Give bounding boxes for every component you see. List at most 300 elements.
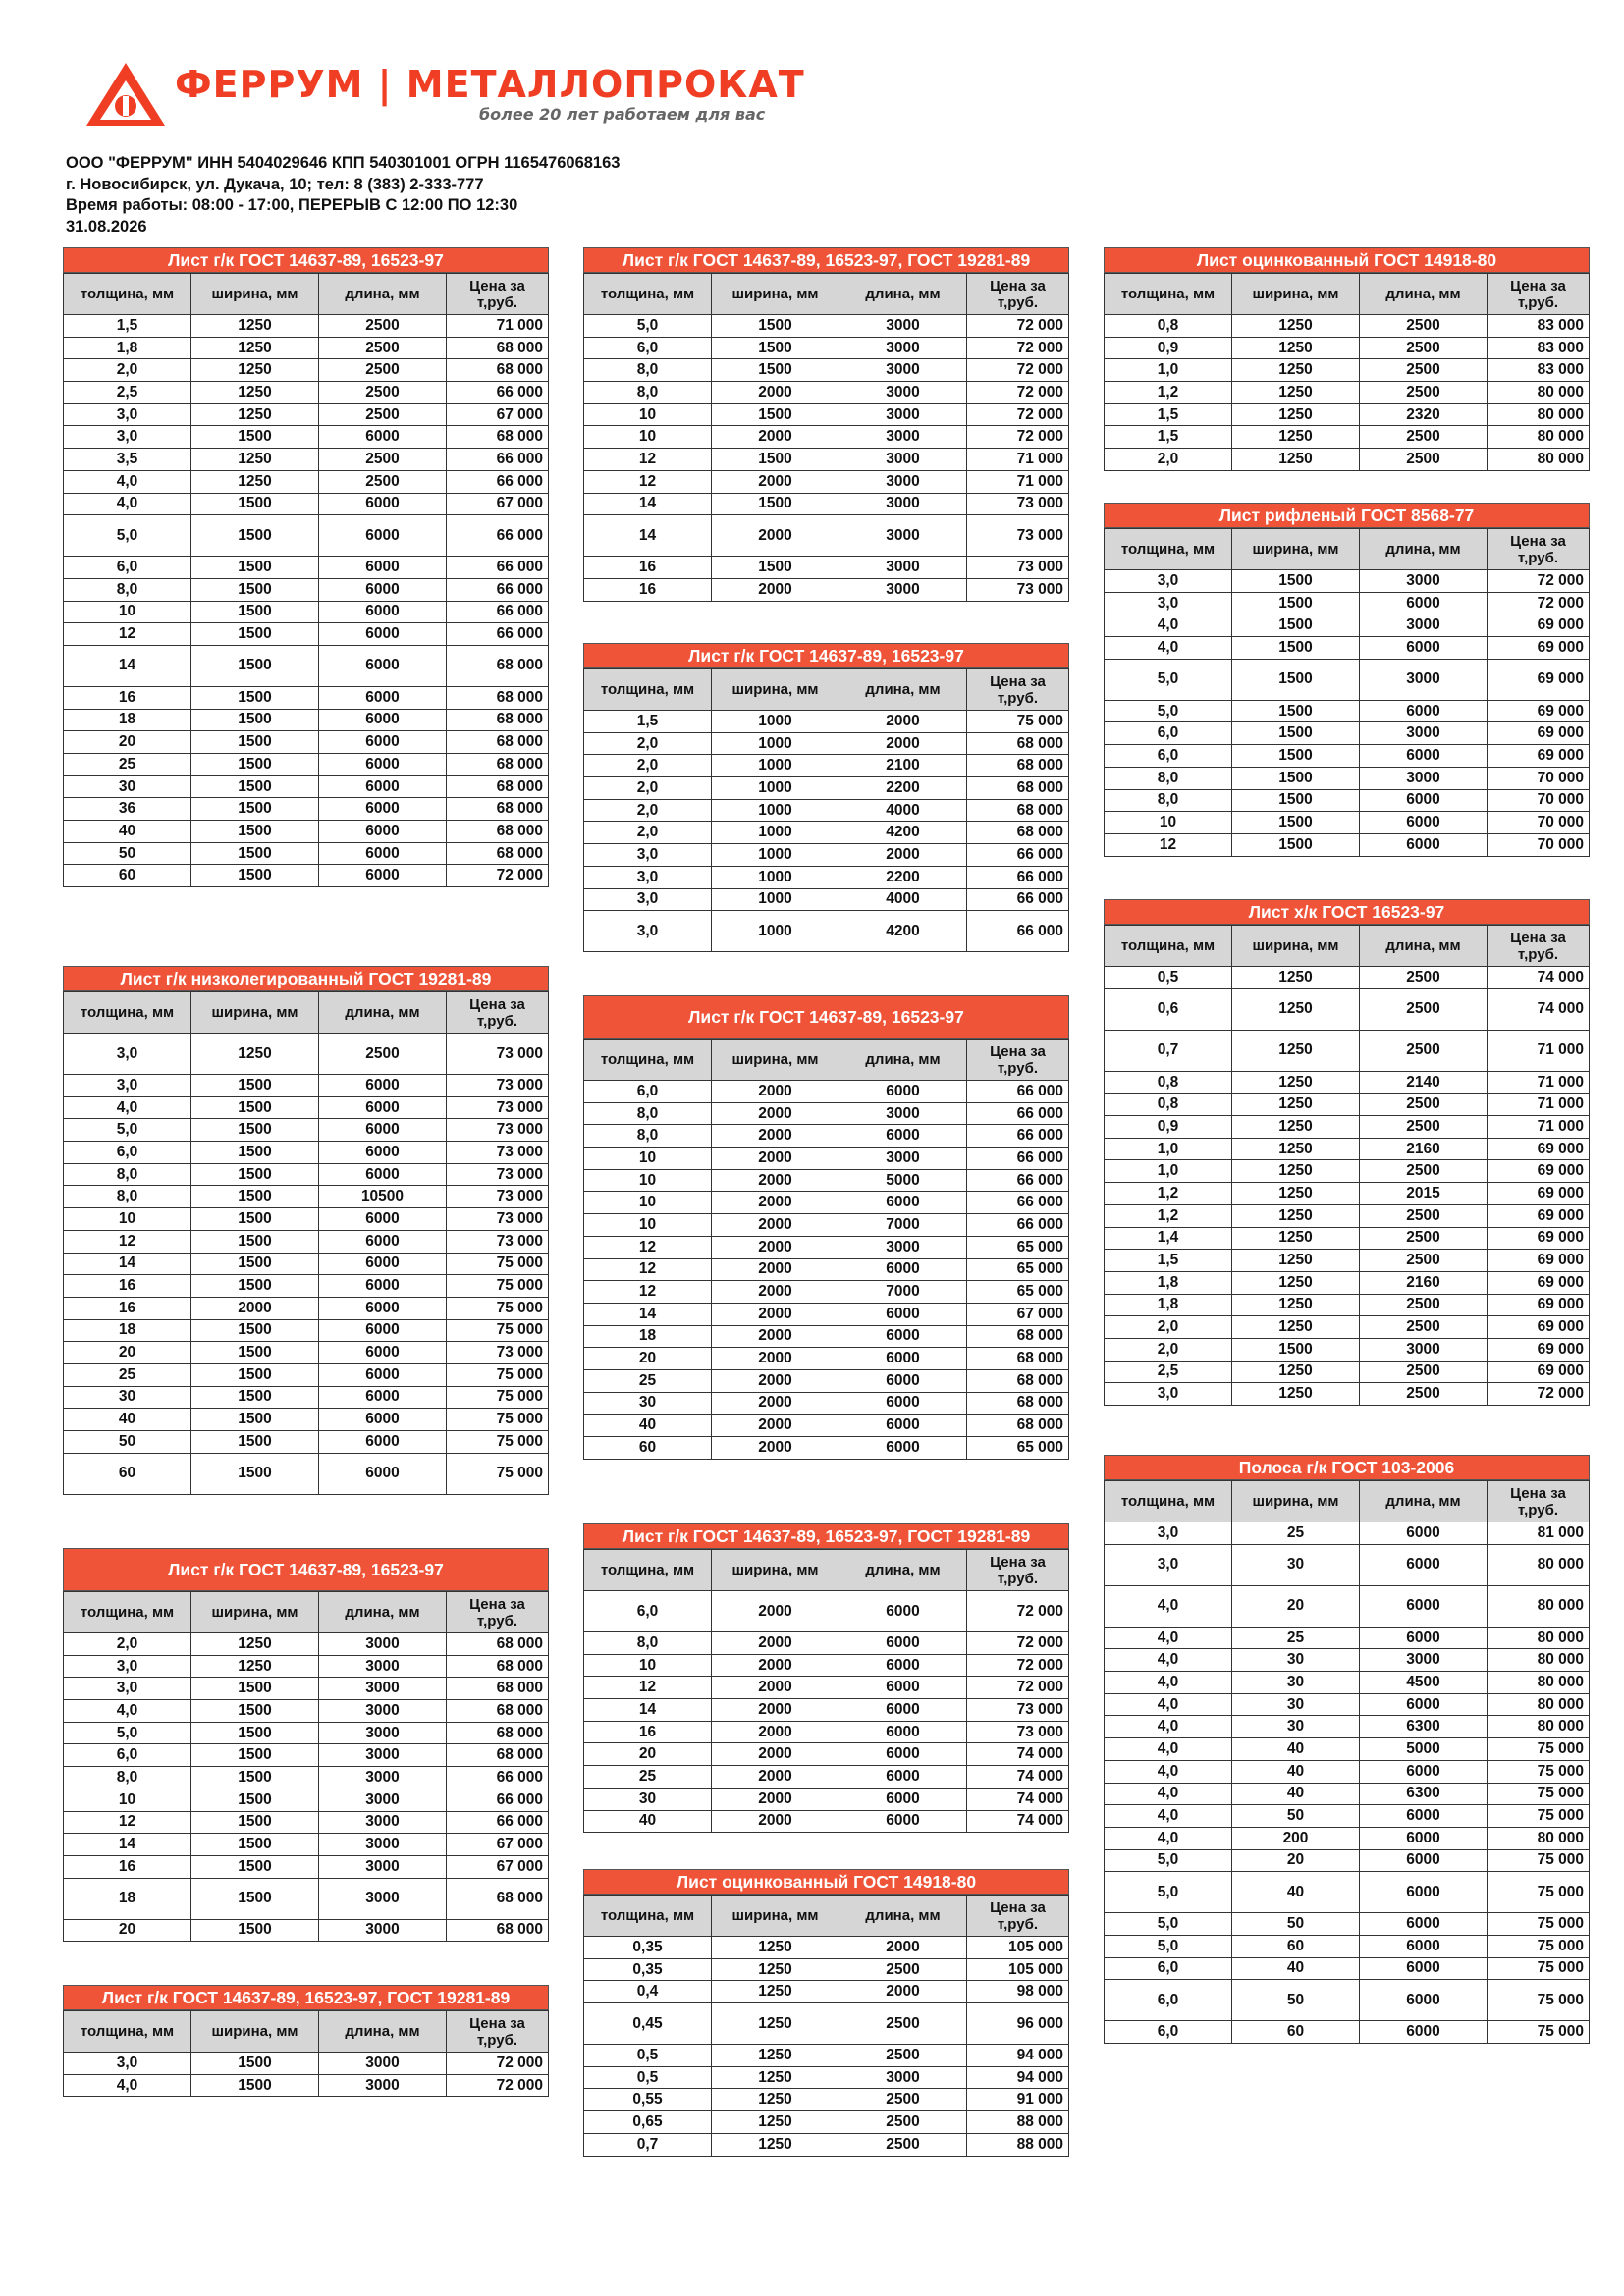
width-cell: 1250 [712,2045,839,2067]
thickness-cell: 50 [64,842,191,865]
thickness-cell: 8,0 [1105,767,1232,789]
width-cell: 2000 [712,1677,839,1699]
table-row [584,1236,1069,1258]
price-table [63,1985,549,2097]
thickness-cell: 1,2 [1105,1204,1232,1227]
width-cell: 1000 [712,799,839,822]
thickness-header: толщина, мм [584,1896,712,1937]
thickness-cell: 0,5 [584,2066,712,2089]
thickness-cell: 3,0 [64,426,191,449]
width-header: ширина, мм [1232,529,1360,570]
width-cell: 1500 [191,821,319,843]
price-cell: 66 000 [447,601,549,623]
width-cell: 1000 [712,822,839,844]
length-cell: 2500 [1360,449,1488,471]
length-cell: 2500 [1360,1030,1488,1071]
table-row [584,1591,1069,1632]
thickness-cell: 0,35 [584,1958,712,1981]
price-cell: 69 000 [1488,1316,1590,1339]
table-row [1105,1716,1590,1738]
price-cell: 65 000 [967,1258,1069,1281]
table-row [584,1214,1069,1237]
length-cell: 3000 [839,1102,967,1125]
width-cell: 1250 [191,382,319,404]
length-cell: 4500 [1360,1672,1488,1694]
price-cell: 72 000 [967,337,1069,359]
length-cell: 6000 [839,1743,967,1766]
thickness-cell: 16 [584,578,712,601]
price-cell: 81 000 [1488,1522,1590,1545]
table-row [1105,614,1590,637]
width-cell: 1250 [1232,337,1360,359]
table-row [64,1230,549,1253]
thickness-cell: 2,0 [584,799,712,822]
table-row [584,382,1069,404]
width-cell: 1250 [712,1958,839,1981]
table-row [64,382,549,404]
length-cell: 6300 [1360,1716,1488,1738]
width-cell: 2000 [712,1192,839,1214]
table-row [64,2053,549,2075]
width-cell: 1500 [191,1386,319,1409]
table-row [584,1958,1069,1981]
price-cell: 71 000 [1488,1094,1590,1116]
price-grid [583,1039,1069,1460]
price-header: Цена за т,руб. [967,669,1069,711]
table-row [64,645,549,686]
table-row [1105,570,1590,593]
length-cell: 6000 [839,1392,967,1415]
length-cell: 6000 [319,731,447,754]
length-cell: 6000 [1360,637,1488,660]
thickness-header: толщина, мм [64,1592,191,1633]
price-cell: 68 000 [447,754,549,776]
length-cell: 5000 [839,1169,967,1192]
width-cell: 1000 [712,866,839,888]
price-cell: 66 000 [447,470,549,493]
thickness-cell: 1,0 [1105,1160,1232,1183]
length-cell: 2000 [839,1981,967,2003]
thickness-cell: 16 [584,557,712,579]
width-cell: 1500 [1232,745,1360,768]
price-cell: 66 000 [967,866,1069,888]
table-row [584,711,1069,733]
table-row [64,1186,549,1208]
length-cell: 6000 [319,515,447,557]
price-cell: 68 000 [447,709,549,731]
price-cell: 66 000 [447,1789,549,1811]
table-row [64,449,549,471]
price-cell: 72 000 [967,403,1069,426]
table-row [584,1743,1069,1766]
thickness-cell: 3,0 [64,403,191,426]
table-row [64,426,549,449]
thickness-cell: 3,0 [584,911,712,952]
length-cell: 6000 [839,1303,967,1325]
price-header: Цена за т,руб. [967,274,1069,315]
thickness-cell: 16 [584,1721,712,1743]
price-cell: 75 000 [1488,1849,1590,1872]
width-cell: 2000 [712,426,839,449]
price-cell: 68 000 [967,1325,1069,1348]
length-cell: 2500 [1360,426,1488,449]
width-header: ширина, мм [191,992,319,1034]
table-row [1105,592,1590,614]
width-cell: 1500 [191,1163,319,1186]
thickness-cell: 6,0 [1105,1957,1232,1980]
thickness-header: толщина, мм [1105,274,1232,315]
thickness-cell: 40 [64,821,191,843]
table-row [1105,1316,1590,1339]
length-cell: 6000 [839,1699,967,1722]
table-row [1105,833,1590,856]
width-cell: 1500 [1232,789,1360,812]
width-cell: 200 [1232,1827,1360,1849]
price-cell: 73 000 [967,515,1069,557]
thickness-header: толщина, мм [64,992,191,1034]
length-cell: 3000 [319,1811,447,1834]
length-cell: 3000 [319,1700,447,1723]
price-cell: 73 000 [447,1075,549,1097]
price-cell: 73 000 [447,1034,549,1075]
price-cell: 75 000 [1488,1935,1590,1957]
thickness-cell: 0,5 [584,2045,712,2067]
width-cell: 40 [1232,1738,1360,1761]
price-cell: 73 000 [447,1208,549,1231]
table-row [64,686,549,709]
price-cell: 72 000 [967,382,1069,404]
width-cell: 1500 [191,842,319,865]
length-cell: 3000 [839,359,967,382]
length-header: длина, мм [319,2011,447,2053]
length-cell: 3000 [1360,659,1488,700]
price-cell: 75 000 [447,1453,549,1494]
thickness-cell: 4,0 [1105,1649,1232,1672]
triangle-logo-icon [84,61,167,128]
length-cell: 6000 [839,1192,967,1214]
length-cell: 6000 [319,1119,447,1142]
thickness-cell: 12 [64,1811,191,1834]
thickness-cell: 4,0 [1105,1585,1232,1627]
thickness-cell: 0,8 [1105,1094,1232,1116]
thickness-cell: 4,0 [64,493,191,515]
price-cell: 74 000 [967,1788,1069,1810]
table-row [1105,1250,1590,1272]
length-cell: 2500 [319,449,447,471]
brand-logo [84,61,811,130]
width-cell: 2000 [712,1125,839,1148]
thickness-header: толщина, мм [584,274,712,315]
thickness-cell: 4,0 [64,1096,191,1119]
thickness-cell: 8,0 [584,359,712,382]
price-cell: 66 000 [447,1767,549,1789]
table-row [1105,403,1590,426]
width-cell: 1250 [1232,1183,1360,1205]
width-cell: 2000 [712,1258,839,1281]
thickness-cell: 10 [584,1169,712,1192]
width-cell: 1500 [191,2053,319,2075]
width-cell: 1250 [191,1655,319,1678]
length-header: длина, мм [319,274,447,315]
price-cell: 66 000 [447,515,549,557]
price-cell: 66 000 [447,449,549,471]
width-cell: 1500 [191,493,319,515]
price-cell: 66 000 [447,1811,549,1834]
length-cell: 3000 [839,515,967,557]
width-cell: 2000 [712,515,839,557]
width-cell: 1500 [191,2074,319,2097]
header-row [1105,926,1590,967]
table-row [584,493,1069,515]
length-cell: 2000 [839,844,967,867]
width-cell: 2000 [712,1437,839,1460]
width-cell: 1500 [191,1834,319,1856]
length-cell: 6000 [839,1415,967,1437]
width-cell: 1500 [1232,637,1360,660]
length-cell: 6000 [319,754,447,776]
thickness-cell: 14 [64,645,191,686]
width-cell: 1500 [1232,812,1360,834]
thickness-cell: 5,0 [64,1722,191,1744]
length-header: длина, мм [1360,1481,1488,1522]
price-cell: 73 000 [447,1230,549,1253]
brand-name: ФЕРРУМ | МЕТАЛЛОПРОКАТ [175,63,805,106]
price-cell: 68 000 [447,337,549,359]
price-cell: 69 000 [1488,659,1590,700]
width-cell: 1500 [191,1789,319,1811]
width-cell: 1500 [191,754,319,776]
table-row [64,1878,549,1919]
width-cell: 2000 [712,1788,839,1810]
width-cell: 1250 [1232,359,1360,382]
price-cell: 66 000 [967,911,1069,952]
table-row [64,1163,549,1186]
width-cell: 60 [1232,1935,1360,1957]
price-cell: 69 000 [1488,1271,1590,1294]
thickness-cell: 60 [584,1437,712,1460]
price-cell: 80 000 [1488,1716,1590,1738]
table-row [64,1678,549,1700]
table-row [64,1119,549,1142]
table-row [64,1386,549,1409]
price-table [583,643,1069,952]
table-row [1105,1827,1590,1849]
table-row [64,865,549,887]
table-row [64,1409,549,1431]
width-header: ширина, мм [1232,926,1360,967]
thickness-cell: 16 [64,1275,191,1298]
price-header: Цена за т,руб. [447,992,549,1034]
length-cell: 6000 [319,601,447,623]
thickness-cell: 12 [584,470,712,493]
length-cell: 2500 [319,403,447,426]
width-cell: 1250 [1232,988,1360,1030]
price-cell: 68 000 [447,1744,549,1767]
price-cell: 68 000 [447,686,549,709]
table-row [64,1722,549,1744]
length-cell: 3000 [839,382,967,404]
thickness-cell: 3,0 [1105,1522,1232,1545]
price-header: Цена за т,руб. [967,1550,1069,1591]
table-row [584,337,1069,359]
length-cell: 3000 [319,1633,447,1656]
price-cell: 75 000 [447,1431,549,1454]
length-cell: 6000 [319,1319,447,1342]
width-cell: 2000 [712,1632,839,1655]
table-row [64,821,549,843]
width-cell: 1250 [1232,1316,1360,1339]
thickness-cell: 3,0 [1105,1544,1232,1585]
table-row [1105,1338,1590,1361]
thickness-cell: 6,0 [64,1142,191,1164]
width-cell: 2000 [712,1102,839,1125]
length-cell: 6000 [839,1258,967,1281]
length-cell: 2000 [839,711,967,733]
price-cell: 72 000 [447,2074,549,2097]
width-cell: 1500 [191,1919,319,1942]
table-row [584,1325,1069,1348]
length-cell: 3000 [319,1744,447,1767]
table-row [1105,1585,1590,1627]
width-cell: 1500 [191,1744,319,1767]
price-table [1104,1455,1590,2044]
price-cell: 68 000 [967,1415,1069,1437]
table-row [584,1654,1069,1677]
thickness-cell: 3,0 [584,866,712,888]
length-cell: 3000 [319,1878,447,1919]
thickness-cell: 30 [584,1392,712,1415]
width-cell: 2000 [712,1654,839,1677]
width-cell: 1250 [1232,1071,1360,1094]
width-cell: 1250 [1232,1160,1360,1183]
table-row [64,709,549,731]
length-cell: 6000 [319,578,447,601]
width-cell: 1500 [191,1142,319,1164]
price-cell: 75 000 [447,1386,549,1409]
width-cell: 1500 [1232,767,1360,789]
length-cell: 7000 [839,1281,967,1304]
price-cell: 68 000 [967,1348,1069,1370]
width-cell: 1250 [191,337,319,359]
table-row [584,426,1069,449]
thickness-cell: 16 [64,686,191,709]
table-row [584,578,1069,601]
thickness-cell: 25 [64,754,191,776]
price-cell: 74 000 [967,1810,1069,1833]
table-title: Лист оцинкованный ГОСТ 14918-80 [1104,247,1590,273]
thickness-cell: 2,5 [1105,1361,1232,1383]
width-cell: 1250 [1232,1138,1360,1160]
price-cell: 71 000 [967,449,1069,471]
table-row [1105,1805,1590,1828]
length-cell: 10500 [319,1186,447,1208]
table-row [64,359,549,382]
width-cell: 1250 [1232,1383,1360,1406]
price-cell: 75 000 [1488,1913,1590,1936]
table-row [64,1034,549,1075]
price-cell: 75 000 [447,1275,549,1298]
price-header: Цена за т,руб. [967,1040,1069,1081]
thickness-cell: 60 [64,1453,191,1494]
table-row [64,1253,549,1275]
length-cell: 2100 [839,755,967,777]
thickness-cell: 6,0 [584,337,712,359]
table-row [1105,637,1590,660]
table-row [64,515,549,557]
price-cell: 73 000 [447,1096,549,1119]
length-cell: 6000 [319,493,447,515]
length-cell: 7000 [839,1214,967,1237]
width-cell: 1500 [191,1186,319,1208]
length-cell: 3000 [1360,1649,1488,1672]
price-grid [1104,925,1590,1406]
thickness-cell: 0,7 [584,2133,712,2156]
price-cell: 75 000 [1488,1980,1590,2021]
thickness-cell: 36 [64,798,191,821]
thickness-cell: 1,2 [1105,1183,1232,1205]
price-header: Цена за т,руб. [967,1896,1069,1937]
table-row [584,1437,1069,1460]
thickness-cell: 6,0 [584,1081,712,1103]
price-cell: 70 000 [1488,812,1590,834]
thickness-cell: 10 [64,1208,191,1231]
width-header: ширина, мм [1232,274,1360,315]
width-cell: 2000 [712,1415,839,1437]
length-cell: 6000 [319,1342,447,1364]
price-cell: 73 000 [967,1699,1069,1722]
thickness-cell: 0,65 [584,2111,712,2134]
price-cell: 68 000 [447,1700,549,1723]
width-cell: 1500 [191,578,319,601]
working-hours: Время работы: 08:00 - 17:00, ПЕРЕРЫВ С 12:00 ПО 12:30 [66,196,518,214]
thickness-cell: 10 [584,1214,712,1237]
thickness-cell: 1,8 [64,337,191,359]
length-cell: 6000 [319,1142,447,1164]
length-cell: 3000 [839,578,967,601]
thickness-cell: 0,8 [1105,1071,1232,1094]
width-header: ширина, мм [712,1896,839,1937]
price-cell: 72 000 [967,359,1069,382]
length-cell: 6000 [319,1297,447,1319]
width-header: ширина, мм [1232,1481,1360,1522]
price-header: Цена за т,руб. [1488,926,1590,967]
table-row [584,315,1069,338]
price-cell: 73 000 [967,557,1069,579]
width-cell: 2000 [712,1591,839,1632]
table-row [584,1766,1069,1789]
price-cell: 88 000 [967,2133,1069,2156]
price-cell: 65 000 [967,1236,1069,1258]
width-header: ширина, мм [191,2011,319,2053]
width-cell: 1500 [191,515,319,557]
price-cell: 69 000 [1488,1250,1590,1272]
width-cell: 1500 [191,645,319,686]
thickness-cell: 6,0 [584,1591,712,1632]
width-cell: 1250 [1232,315,1360,338]
width-header: ширина, мм [191,274,319,315]
width-cell: 1500 [712,449,839,471]
length-cell: 2500 [319,1034,447,1075]
width-cell: 40 [1232,1872,1360,1913]
thickness-cell: 2,0 [1105,1316,1232,1339]
price-cell: 72 000 [967,1677,1069,1699]
price-cell: 88 000 [967,2111,1069,2134]
price-cell: 94 000 [967,2045,1069,2067]
length-cell: 3000 [839,337,967,359]
table-row [1105,1544,1590,1585]
price-cell: 80 000 [1488,426,1590,449]
price-cell: 69 000 [1488,1204,1590,1227]
